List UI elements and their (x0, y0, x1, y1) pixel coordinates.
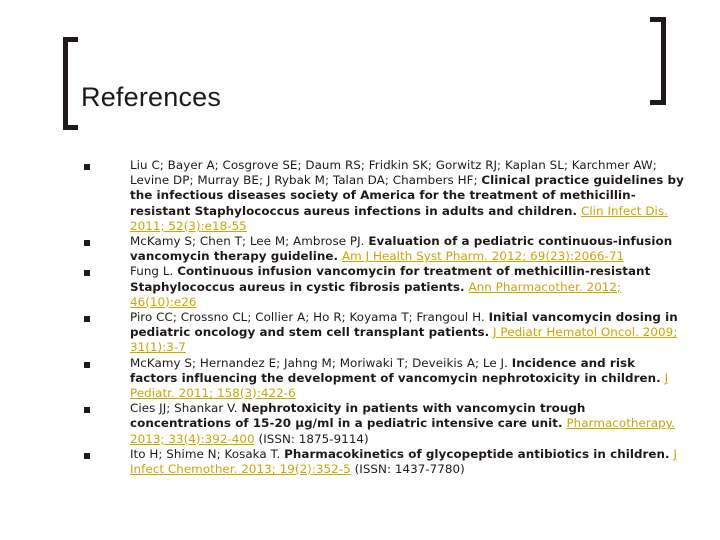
reference-citation-link[interactable]: J Pediatr. 2011; 158(3):422-6 (130, 370, 669, 401)
square-bullet-icon (84, 362, 90, 368)
reference-citation-link[interactable]: J Pediatr Hematol Oncol. 2009; 31(1):3-7 (130, 325, 678, 355)
reference-title: Initial vancomycin dosing in pediatric oncology and stem cell transplant patients. (130, 310, 678, 340)
reference-text (130, 264, 684, 310)
reference-citation-link[interactable]: Pharmacotherapy. 2013; 33(4):392-400 (130, 416, 675, 446)
reference-citation-link[interactable]: Am J Health Syst Pharm. 2012; 69(23):2066-71 (341, 249, 625, 264)
reference-authors: Ito H; Shime N; Kosaka T. (130, 446, 281, 461)
reference-authors: McKamy S; Chen T; Lee M; Ambrose PJ. (130, 234, 365, 249)
reference-text (130, 447, 684, 477)
reference-citation-link[interactable]: Clin Infect Dis. 2011; 52(3):e18-55 (130, 203, 668, 233)
reference-authors: Fung L. (130, 264, 174, 279)
reference-authors: McKamy S; Hernandez E; Jahng M; Moriwaki T; Deveikis A; Le J. (130, 355, 508, 370)
reference-title: Continuous infusion vancomycin for treatment of methicillin-resistant Staphylococcus aureus in cystic fibrosis patients. (130, 264, 651, 294)
square-bullet-icon (84, 270, 90, 276)
reference-text (130, 356, 684, 402)
square-bullet-icon (84, 407, 90, 413)
reference-item (84, 447, 684, 477)
reference-issn: (ISSN: 1875-9114) (258, 431, 369, 446)
reference-title: Evaluation of a pediatric continuous-infusion vancomycin therapy guideline. (130, 234, 673, 264)
reference-item (84, 264, 684, 310)
reference-item (84, 401, 684, 447)
reference-list (84, 158, 684, 477)
reference-citation-link[interactable]: Ann Pharmacother. 2012; 46(10):e26 (130, 279, 622, 309)
reference-title: Pharmacokinetics of glycopeptide antibiotics in children. (284, 446, 670, 461)
reference-citation-link[interactable]: J Infect Chemother. 2013; 19(2):352-5 (130, 446, 678, 477)
reference-text (130, 310, 684, 356)
page-title: References (81, 82, 222, 112)
reference-authors: Piro CC; Crossno CL; Collier A; Ho R; Koyama T; Frangoul H. (130, 310, 485, 325)
reference-text (130, 234, 684, 264)
square-bullet-icon (84, 453, 90, 459)
reference-authors: Liu C; Bayer A; Cosgrove SE; Daum RS; Fridkin SK; Gorwitz RJ; Kaplan SL; Karchmer AW; Levine DP; Murray BE; J Rybak M; Talan DA; Chambers HF; (130, 158, 657, 188)
reference-title: Clinical practice guidelines by the infectious diseases society of America for the treatment of methicillin-resistant Staphylococcus aureus infections in adults and children. (130, 173, 684, 218)
reference-authors: Cies JJ; Shankar V. (130, 401, 238, 416)
reference-item (84, 234, 684, 264)
square-bullet-icon (84, 240, 90, 246)
reference-text (130, 401, 684, 447)
square-bullet-icon (84, 164, 90, 170)
reference-item (84, 310, 684, 356)
reference-item (84, 356, 684, 402)
reference-issn: (ISSN: 1437-7780) (354, 462, 465, 477)
square-bullet-icon (84, 316, 90, 322)
reference-text (130, 158, 684, 234)
reference-title: Incidence and risk factors influencing the development of vancomycin nephrotoxicity in children. (130, 355, 661, 385)
reference-item (84, 158, 684, 234)
reference-title: Nephrotoxicity in patients with vancomycin trough concentrations of 15-20 μg/ml in a pediatric intensive care unit. (130, 401, 586, 431)
